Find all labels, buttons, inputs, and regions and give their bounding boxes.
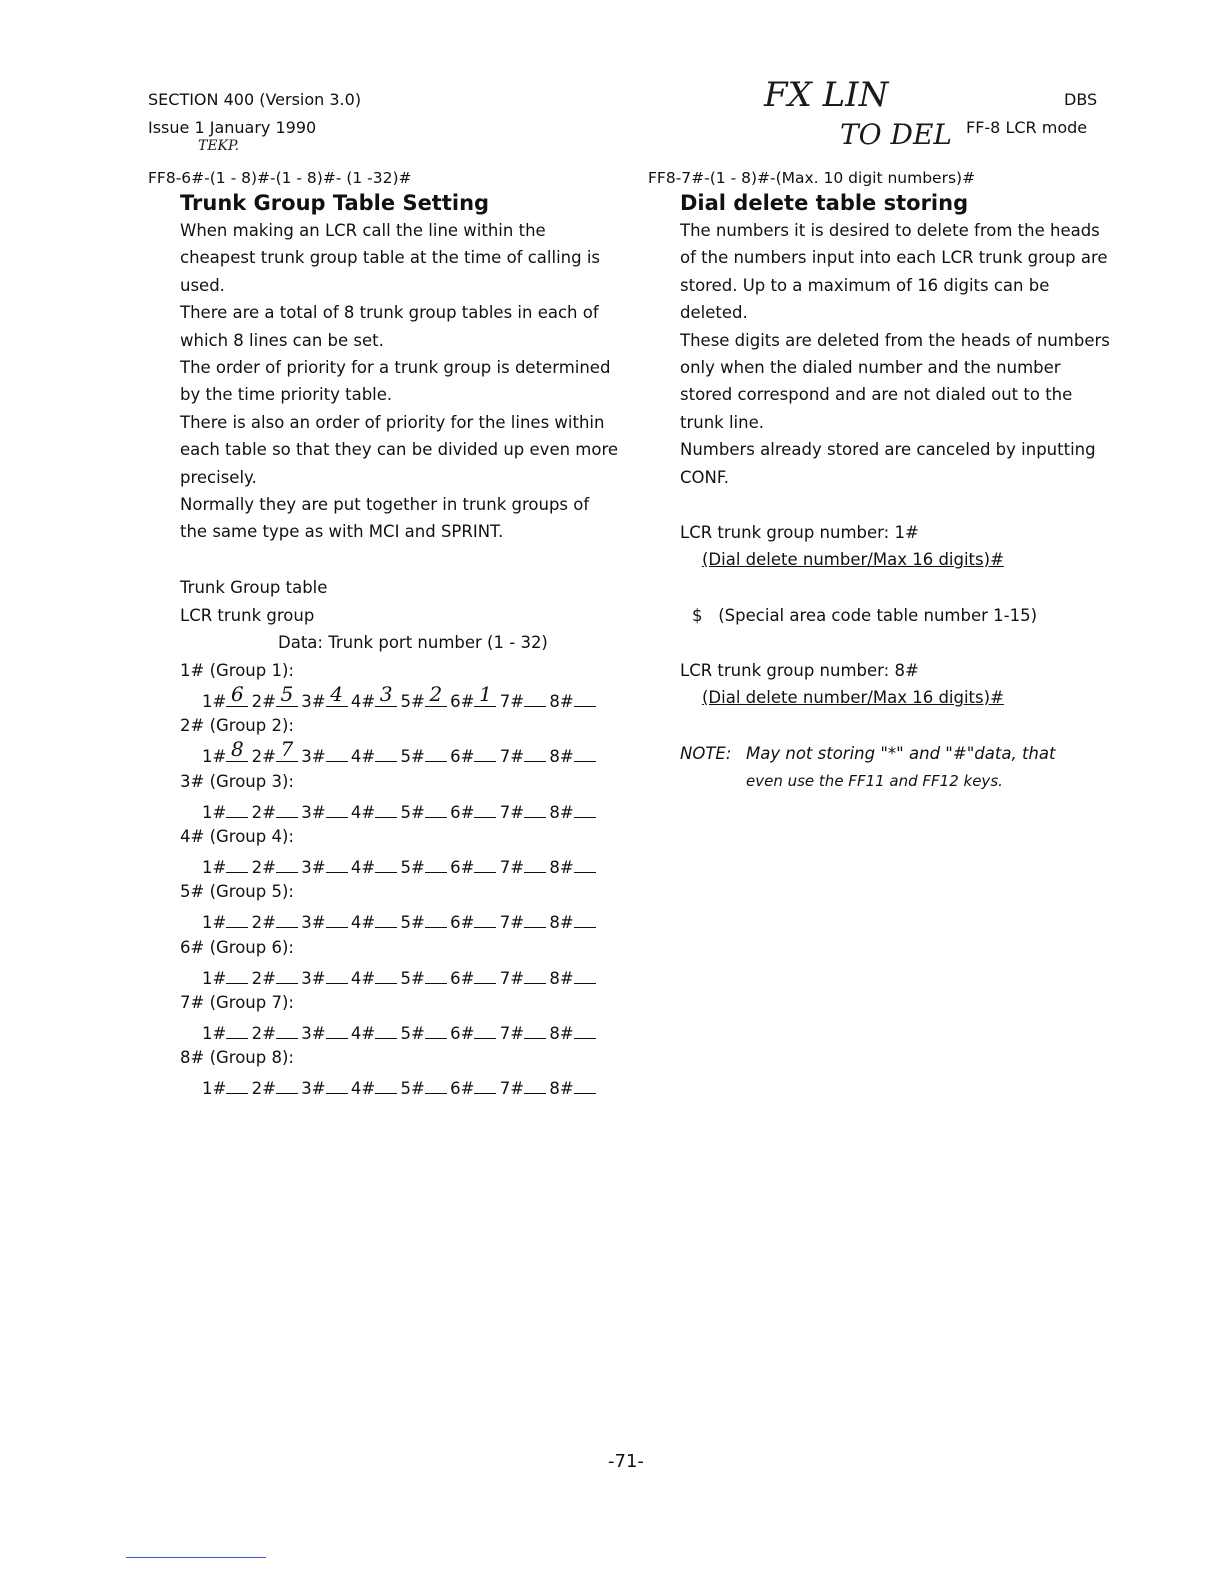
- slot-prefix: 4#: [350, 857, 376, 877]
- group-slot-row: [202, 965, 599, 989]
- slot-prefix: 4#: [350, 747, 376, 767]
- slot-prefix: 2#: [251, 747, 276, 767]
- slot-prefix: 6#: [450, 1023, 475, 1043]
- slot-prefix: 4#: [350, 1023, 376, 1043]
- data-label: Data: Trunk port number (1 - 32): [278, 633, 548, 652]
- slot-value: [375, 1075, 397, 1094]
- slot-value: [524, 854, 546, 873]
- slot-value: [574, 743, 596, 762]
- slot-prefix: 5#: [400, 1079, 425, 1099]
- group-slot-row: [202, 1075, 599, 1099]
- group-label: 1# (Group 1):: [180, 661, 294, 680]
- slot-value: [276, 682, 298, 707]
- group-label: 5# (Group 5):: [180, 882, 294, 902]
- slot-value: [326, 799, 348, 818]
- slot-prefix: 6#: [450, 747, 475, 767]
- slot-prefix: 8#: [549, 747, 574, 767]
- slot-prefix: 3#: [301, 747, 326, 767]
- slot-prefix: 8#: [549, 857, 574, 877]
- slot-prefix: 8#: [549, 1079, 574, 1099]
- slot-value: [524, 1075, 546, 1094]
- slot-prefix: 8#: [549, 913, 574, 933]
- lcr-group-8-line: LCR trunk group number: 8#: [680, 661, 919, 680]
- slot-value: [524, 688, 546, 707]
- slot-handwritten-value: 3: [379, 682, 393, 706]
- left-paragraph: When making an LCR call the line within the cheapest trunk group table at the time of calling is used.: [180, 221, 601, 295]
- slot-value: [375, 799, 397, 818]
- slot-prefix: 3#: [301, 968, 326, 988]
- page-number: -71-: [608, 1451, 644, 1472]
- note-line-2: even use the FF11 and FF12 keys.: [746, 772, 1003, 790]
- dial-delete-1: [702, 550, 1004, 570]
- special-area-text: (Special area code table number 1-15): [718, 606, 1038, 625]
- slot-value: [574, 1075, 596, 1094]
- slot-value: [326, 909, 348, 928]
- slot-value: [425, 854, 447, 873]
- slot-prefix: 7#: [499, 747, 525, 767]
- slot-value: [375, 854, 397, 873]
- slot-value: [226, 854, 248, 873]
- slot-value: [474, 1020, 496, 1039]
- slot-prefix: 1#: [202, 968, 227, 988]
- slot-value: [375, 909, 397, 928]
- slot-value: [474, 909, 496, 928]
- group-slot-row: [202, 1020, 599, 1044]
- slot-prefix: 3#: [301, 857, 326, 877]
- slot-prefix: 7#: [499, 968, 525, 988]
- slot-value: [326, 682, 348, 707]
- slot-prefix: 3#: [301, 913, 326, 933]
- slot-value: [474, 854, 496, 873]
- slot-handwritten-value: 8: [230, 737, 244, 762]
- slot-prefix: 4#: [350, 802, 376, 822]
- slot-prefix: 6#: [450, 1079, 475, 1099]
- slot-value: [276, 799, 298, 818]
- slot-prefix: 3#: [301, 802, 326, 822]
- slot-value: [425, 909, 447, 928]
- slot-prefix: 2#: [251, 1079, 276, 1099]
- slot-prefix: 1#: [202, 802, 227, 822]
- left-paragraph: There is also an order of priority for the lines within each table so that they can be divided up even more precisely.: [180, 412, 619, 487]
- slot-handwritten-value: 1: [479, 682, 492, 706]
- slot-value: [326, 1075, 348, 1094]
- group-slot-row: [202, 682, 599, 712]
- slot-prefix: 5#: [400, 692, 425, 711]
- group-slot-row: [202, 799, 599, 823]
- slot-value: [474, 1075, 496, 1094]
- slot-value: [524, 799, 546, 818]
- slot-value: [326, 965, 348, 984]
- slot-value: [226, 682, 248, 707]
- right-section-title: Dial delete table storing: [680, 191, 969, 215]
- slot-prefix: 4#: [350, 692, 376, 711]
- slot-value: [326, 854, 348, 873]
- dial-delete-8-text: (Dial delete number/Max 16 digits)#: [702, 688, 1004, 707]
- slot-value: [524, 1020, 546, 1039]
- slot-value: [474, 743, 496, 762]
- slot-prefix: 2#: [251, 802, 276, 822]
- slot-handwritten-value: 5: [280, 682, 294, 706]
- group-label: 8# (Group 8):: [180, 1048, 294, 1068]
- note-line-1: May not storing "*" and "#"data, that: [746, 744, 1056, 763]
- slot-value: [226, 909, 248, 928]
- slot-prefix: 3#: [301, 1023, 326, 1043]
- group-label: 4# (Group 4):: [180, 826, 294, 846]
- slot-prefix: 1#: [202, 692, 227, 711]
- group-label: 3# (Group 3):: [180, 771, 294, 791]
- slot-prefix: 8#: [549, 968, 574, 988]
- slot-value: [276, 1020, 298, 1039]
- slot-prefix: 7#: [499, 1079, 525, 1099]
- slot-prefix: 7#: [499, 692, 525, 711]
- group-slot-row: [202, 737, 599, 767]
- slot-value: [524, 909, 546, 928]
- slot-prefix: 5#: [400, 968, 425, 988]
- slot-value: [524, 965, 546, 984]
- slot-prefix: 6#: [450, 968, 475, 988]
- slot-value: [276, 737, 298, 762]
- slot-value: [524, 743, 546, 762]
- lcr-group-1-line: LCR trunk group number: 1#: [680, 523, 919, 542]
- right-command-code: FF8-7#-(1 - 8)#-(Max. 10 digit numbers)#: [648, 169, 976, 187]
- slot-prefix: 8#: [549, 802, 574, 822]
- slot-value: [326, 743, 348, 762]
- left-section-title: Trunk Group Table Setting: [180, 191, 490, 215]
- slot-value: [574, 854, 596, 873]
- right-paragraph: These digits are deleted from the heads of numbers only when the dialed number and the number stored correspond and are not dialed out to the trunk line.: [680, 330, 1110, 432]
- slot-prefix: 1#: [202, 913, 227, 933]
- slot-handwritten-value: 6: [230, 682, 244, 706]
- slot-prefix: 5#: [400, 857, 425, 877]
- table-caption: Trunk Group table: [180, 578, 328, 597]
- issue-date: Issue 1 January 1990: [148, 118, 317, 137]
- slot-value: [574, 909, 596, 928]
- slot-value: [226, 737, 248, 762]
- slot-prefix: 2#: [251, 1023, 276, 1043]
- slot-value: [574, 799, 596, 818]
- slot-prefix: 2#: [251, 692, 276, 711]
- slot-handwritten-value: 2: [429, 682, 443, 706]
- slot-prefix: 7#: [499, 857, 525, 877]
- left-body: [180, 217, 620, 546]
- slot-prefix: 6#: [450, 692, 475, 711]
- slot-value: [226, 1075, 248, 1094]
- note-label: NOTE:: [680, 744, 732, 763]
- right-paragraph: The numbers it is desired to delete from the heads of the numbers input into each LCR trunk group are stored. Up to a maximum of 16 digits can be deleted.: [680, 221, 1108, 323]
- slot-prefix: 1#: [202, 747, 227, 767]
- slot-value: [474, 965, 496, 984]
- group-label: 6# (Group 6):: [180, 937, 294, 957]
- group-label: 7# (Group 7):: [180, 992, 294, 1012]
- slot-prefix: 5#: [400, 1023, 425, 1043]
- slot-value: [425, 799, 447, 818]
- slot-prefix: 6#: [450, 802, 475, 822]
- special-mark: $: [692, 606, 703, 625]
- left-paragraph: Normally they are put together in trunk groups of the same type as with MCI and SPRINT.: [180, 495, 590, 542]
- slot-prefix: 5#: [400, 747, 425, 767]
- slot-prefix: 7#: [499, 913, 525, 933]
- special-area-line: [692, 606, 1037, 626]
- slot-value: [474, 799, 496, 818]
- slot-value: [375, 965, 397, 984]
- slot-value: [226, 1020, 248, 1039]
- slot-prefix: 2#: [251, 968, 276, 988]
- group-slot-row: [202, 909, 599, 933]
- right-paragraph: Numbers already stored are canceled by inputting CONF.: [680, 440, 1096, 487]
- slot-prefix: 3#: [301, 1079, 326, 1099]
- dial-delete-1-text: (Dial delete number/Max 16 digits)#: [702, 550, 1004, 569]
- slot-value: [425, 1020, 447, 1039]
- slot-value: [375, 743, 397, 762]
- slot-prefix: 4#: [350, 968, 376, 988]
- slot-prefix: 4#: [350, 913, 376, 933]
- slot-value: [375, 682, 397, 707]
- slot-prefix: 6#: [450, 857, 475, 877]
- slot-handwritten-value: 7: [280, 737, 294, 762]
- slot-prefix: 5#: [400, 802, 425, 822]
- slot-prefix: 2#: [251, 857, 276, 877]
- slot-prefix: 3#: [301, 692, 326, 711]
- slot-prefix: 1#: [202, 1079, 227, 1099]
- slot-prefix: 8#: [549, 1023, 574, 1043]
- handwritten-note-right-2: TO DEL: [840, 118, 953, 151]
- slot-value: [425, 965, 447, 984]
- header-dbs: DBS: [1064, 90, 1098, 109]
- slot-prefix: 5#: [400, 913, 425, 933]
- slot-value: [326, 1020, 348, 1039]
- dial-delete-8: [702, 688, 1004, 708]
- header-mode: FF-8 LCR mode: [966, 118, 1088, 137]
- slot-value: [226, 799, 248, 818]
- slot-value: [425, 743, 447, 762]
- slot-prefix: 7#: [499, 1023, 525, 1043]
- group-label: 2# (Group 2):: [180, 716, 294, 736]
- left-command-code: FF8-6#-(1 - 8)#-(1 - 8)#- (1 -32)#: [148, 169, 412, 187]
- group-slot-row: [202, 854, 599, 878]
- section-header: SECTION 400 (Version 3.0): [148, 90, 362, 109]
- slot-handwritten-value: 4: [330, 682, 343, 706]
- slot-prefix: 6#: [450, 913, 475, 933]
- slot-value: [276, 909, 298, 928]
- slot-value: [574, 1020, 596, 1039]
- handwritten-note-right-1: FX LIN: [764, 75, 889, 115]
- slot-value: [425, 682, 447, 707]
- slot-value: [226, 965, 248, 984]
- slot-value: [574, 688, 596, 707]
- slot-prefix: 2#: [251, 913, 276, 933]
- handwritten-note-left: TEKP.: [198, 138, 240, 154]
- slot-value: [276, 854, 298, 873]
- bottom-rule: [126, 1557, 266, 1558]
- slot-value: [474, 682, 496, 707]
- slot-prefix: 4#: [350, 1079, 376, 1099]
- slot-value: [425, 1075, 447, 1094]
- slot-prefix: 1#: [202, 857, 227, 877]
- slot-value: [276, 965, 298, 984]
- left-paragraph: There are a total of 8 trunk group tables in each of which 8 lines can be set.: [180, 303, 599, 350]
- slot-prefix: 1#: [202, 1023, 227, 1043]
- slot-prefix: 7#: [499, 802, 525, 822]
- right-body: [680, 217, 1110, 491]
- lcr-trunk-group-label: LCR trunk group: [180, 606, 315, 625]
- slot-value: [375, 1020, 397, 1039]
- slot-value: [574, 965, 596, 984]
- left-paragraph: The order of priority for a trunk group is determined by the time priority table.: [180, 358, 611, 405]
- slot-value: [276, 1075, 298, 1094]
- slot-prefix: 8#: [549, 692, 574, 711]
